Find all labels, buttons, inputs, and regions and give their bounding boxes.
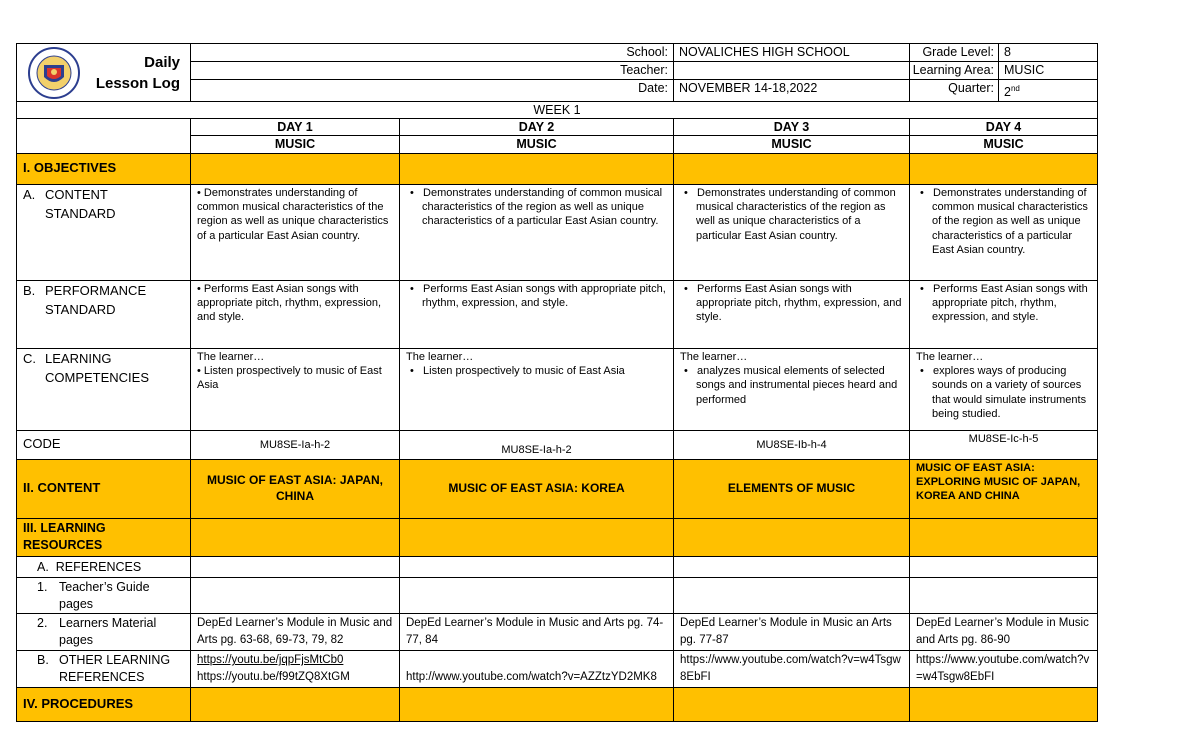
- day-header-row: [17, 119, 1098, 136]
- references-letter: A.: [37, 559, 49, 574]
- content-standard-day1: • Demonstrates understanding of common musical characteristics of the region as well as unique characteristics of a particular East Asian country.: [191, 184, 400, 280]
- grade-cell: [910, 44, 1098, 62]
- performance-standard-day2: • Performs East Asian songs with appropriate pitch, rhythm, expression, and style.: [400, 280, 674, 348]
- teachers-guide-row: [17, 577, 1098, 614]
- daily-lesson-log-table: [16, 43, 1098, 722]
- quarter-number: 2: [1004, 85, 1011, 100]
- other-references-row: [17, 651, 1098, 688]
- performance-standard-day3: • Performs East Asian songs with appropriate pitch, rhythm, expression, and style.: [674, 280, 910, 348]
- references-label: [17, 556, 191, 577]
- performance-standard-day1: • Performs East Asian songs with appropriate pitch, rhythm, expression, and style.: [191, 280, 400, 348]
- learning-resources-label: III. LEARNING RESOURCES: [17, 518, 191, 556]
- learners-material-day4: DepEd Learner’s Module in Music and Arts pg. 86-90: [910, 614, 1098, 651]
- learning-resources-day4: [910, 518, 1098, 556]
- school-value: NOVALICHES HIGH SCHOOL: [674, 44, 910, 62]
- content-standard-day3: • Demonstrates understanding of common musical characteristics of the region as well as unique characteristics of a particular East Asian country.: [674, 184, 910, 280]
- youtube-link-2[interactable]: https://youtu.be/f99tZQ8XtGM: [197, 670, 350, 683]
- teachers-guide-day4: [910, 577, 1098, 614]
- learning-competencies-day4-intro: The learner…: [916, 350, 984, 363]
- other-references-day3: [674, 651, 910, 688]
- learning-resources-row: [17, 518, 1098, 556]
- area-label: Learning Area:: [910, 62, 999, 79]
- day-4-label: DAY 4: [910, 119, 1098, 136]
- performance-standard-letter: B.: [23, 282, 36, 298]
- references-day1: [191, 556, 400, 577]
- day-2-subject: MUSIC: [400, 136, 674, 153]
- objectives-day2: [400, 153, 674, 184]
- learners-material-row: [17, 614, 1098, 651]
- objectives-row: [17, 153, 1098, 184]
- code-day3: MU8SE-Ib-h-4: [674, 430, 910, 459]
- performance-standard-day4-text: Performs East Asian songs with appropriate pitch, rhythm, expression, and style.: [932, 282, 1088, 324]
- references-day4: [910, 556, 1098, 577]
- teachers-guide-text: Teacher’s Guide pages: [59, 579, 150, 611]
- procedures-day1: [191, 687, 400, 721]
- procedures-row: [17, 687, 1098, 721]
- dll-title-line1: Daily: [144, 53, 180, 71]
- learning-competencies-row: [17, 348, 1098, 430]
- grade-label: Grade Level:: [910, 44, 999, 61]
- learners-material-day3: DepEd Learner’s Module in Music an Arts pg. 77-87: [674, 614, 910, 651]
- youtube-link-day3[interactable]: https://www.youtube.com/watch?v=w4Tsgw8EbFI: [680, 654, 901, 683]
- content-standard-row: [17, 184, 1098, 280]
- learners-material-day1: DepEd Learner’s Module in Music and Arts pg. 63-68, 69-73, 79, 82: [191, 614, 400, 651]
- other-references-label: [17, 651, 191, 688]
- day-2-label: DAY 2: [400, 119, 674, 136]
- content-day2: MUSIC OF EAST ASIA: KOREA: [400, 459, 674, 518]
- day-1-subject: MUSIC: [191, 136, 400, 153]
- content-row: [17, 459, 1098, 518]
- day-1-label: DAY 1: [191, 119, 400, 136]
- teachers-guide-label: [17, 577, 191, 614]
- youtube-link-day4[interactable]: https://www.youtube.com/watch?v=w4Tsgw8EbFI: [916, 654, 1090, 683]
- teacher-label: Teacher:: [191, 62, 674, 80]
- references-day3: [674, 556, 910, 577]
- content-standard-day2-text: Demonstrates understanding of common musical characteristics of the region as well as unique characteristics of a particular East Asian country.: [422, 186, 663, 228]
- content-standard-text: CONTENT STANDARD: [45, 186, 116, 221]
- content-day4: MUSIC OF EAST ASIA: EXPLORING MUSIC OF JAPAN, KOREA AND CHINA: [910, 459, 1098, 518]
- deped-seal-icon: [23, 47, 85, 99]
- objectives-label: I. OBJECTIVES: [17, 153, 191, 184]
- objectives-day3: [674, 153, 910, 184]
- content-standard-day2: • Demonstrates understanding of common musical characteristics of the region as well as unique characteristics of a particular East Asian country.: [400, 184, 674, 280]
- quarter-value: [999, 80, 1020, 101]
- other-references-day2: [400, 651, 674, 688]
- procedures-day4: [910, 687, 1098, 721]
- procedures-day2: [400, 687, 674, 721]
- references-day2: [400, 556, 674, 577]
- learning-competencies-day2-intro: The learner…: [406, 350, 474, 363]
- quarter-label: Quarter:: [910, 80, 999, 101]
- teachers-guide-number: 1.: [37, 579, 48, 594]
- content-standard-label: [17, 184, 191, 280]
- content-label: II. CONTENT: [17, 459, 191, 518]
- day-3-label: DAY 3: [674, 119, 910, 136]
- content-day1: MUSIC OF EAST ASIA: JAPAN, CHINA: [191, 459, 400, 518]
- learning-competencies-day2-text: Listen prospectively to music of East Asia: [423, 364, 625, 377]
- teachers-guide-day3: [674, 577, 910, 614]
- teacher-value: [674, 62, 910, 80]
- other-references-day1: [191, 651, 400, 688]
- other-references-day4: [910, 651, 1098, 688]
- objectives-day4: [910, 153, 1098, 184]
- week-label: WEEK 1: [17, 102, 1098, 119]
- youtube-link-1[interactable]: https://youtu.be/jqpFjsMtCb0: [197, 654, 344, 667]
- quarter-suffix: nd: [1010, 84, 1020, 93]
- performance-standard-row: [17, 280, 1098, 348]
- objectives-day1: [191, 153, 400, 184]
- youtube-link-day2[interactable]: http://www.youtube.com/watch?v=AZZtzYD2MK8: [406, 671, 657, 684]
- code-row: [17, 430, 1098, 459]
- learning-competencies-day3-text: analyzes musical elements of selected songs and instrumental pieces heard and performed: [696, 364, 898, 406]
- code-label: CODE: [17, 430, 191, 459]
- area-value: MUSIC: [1004, 63, 1045, 77]
- learning-competencies-day1-intro: The learner…: [197, 350, 265, 363]
- content-standard-letter: A.: [23, 186, 36, 202]
- learning-competencies-text: LEARNING COMPETENCIES: [45, 350, 150, 385]
- learning-competencies-day1: [191, 348, 400, 430]
- learning-competencies-day2: The learner… • Listen prospectively to music of East Asia: [400, 348, 674, 430]
- date-value: NOVEMBER 14-18,2022: [674, 80, 910, 102]
- dll-title-line2: Lesson Log: [95, 74, 180, 92]
- day-4-subject: MUSIC: [910, 136, 1098, 153]
- quarter-cell: [910, 80, 1098, 102]
- code-day2: MU8SE-Ia-h-2: [400, 430, 674, 459]
- day-header-blank: [17, 119, 191, 154]
- grade-value: 8: [1004, 45, 1011, 59]
- learning-competencies-day1-text: • Listen prospectively to music of East Asia: [197, 364, 382, 392]
- other-references-text: OTHER LEARNING REFERENCES: [59, 653, 171, 685]
- performance-standard-day4: • Performs East Asian songs with appropriate pitch, rhythm, expression, and style.: [910, 280, 1098, 348]
- learners-material-text: Learners Material pages: [59, 616, 157, 648]
- code-day1: MU8SE-Ia-h-2: [191, 430, 400, 459]
- learners-material-day2: DepEd Learner’s Module in Music and Arts pg. 74-77, 84: [400, 614, 674, 651]
- content-day3: ELEMENTS OF MUSIC: [674, 459, 910, 518]
- learners-material-number: 2.: [37, 616, 48, 631]
- date-label: Date:: [191, 80, 674, 102]
- learning-competencies-day4: The learner… • explores ways of producing sounds on a variety of sources that would simulate instruments being studied.: [910, 348, 1098, 430]
- learning-resources-day2: [400, 518, 674, 556]
- teachers-guide-day1: [191, 577, 400, 614]
- references-row: [17, 556, 1098, 577]
- references-text: REFERENCES: [55, 559, 142, 574]
- learning-competencies-day3: The learner… • analyzes musical elements of selected songs and instrumental pieces heard and performed: [674, 348, 910, 430]
- teachers-guide-day2: [400, 577, 674, 614]
- learning-resources-day1: [191, 518, 400, 556]
- learning-competencies-day4-text: explores ways of producing sounds on a variety of sources that would simulate instruments being studied.: [932, 364, 1087, 420]
- dll-title: [96, 52, 184, 94]
- learning-competencies-letter: C.: [23, 350, 36, 366]
- area-cell: [910, 62, 1098, 80]
- header-row-school: [17, 44, 1098, 62]
- performance-standard-day3-text: Performs East Asian songs with appropriate pitch, rhythm, expression, and style.: [696, 282, 902, 324]
- procedures-day3: [674, 687, 910, 721]
- content-standard-day3-text: Demonstrates understanding of common musical characteristics of the region as well as unique characteristics of a particular East Asian country.: [696, 186, 896, 242]
- performance-standard-day2-text: Performs East Asian songs with appropriate pitch, rhythm, expression, and style.: [422, 282, 666, 309]
- performance-standard-label: [17, 280, 191, 348]
- learners-material-label: [17, 614, 191, 651]
- code-day4: MU8SE-Ic-h-5: [910, 430, 1098, 459]
- header-logo-cell: [17, 44, 191, 102]
- learning-competencies-label: [17, 348, 191, 430]
- procedures-label: IV. PROCEDURES: [17, 687, 191, 721]
- content-standard-day4-text: Demonstrates understanding of common musical characteristics of the region as well as unique characteristics of a particular East Asian country.: [932, 186, 1088, 256]
- learning-resources-day3: [674, 518, 910, 556]
- day-3-subject: MUSIC: [674, 136, 910, 153]
- other-references-letter: B.: [37, 653, 49, 668]
- learning-competencies-day3-intro: The learner…: [680, 350, 748, 363]
- performance-standard-text: PERFORMANCE STANDARD: [45, 282, 147, 317]
- content-standard-day4: • Demonstrates understanding of common musical characteristics of the region as well as unique characteristics of a particular East Asian country.: [910, 184, 1098, 280]
- week-row: [17, 102, 1098, 119]
- school-label: School:: [191, 44, 674, 62]
